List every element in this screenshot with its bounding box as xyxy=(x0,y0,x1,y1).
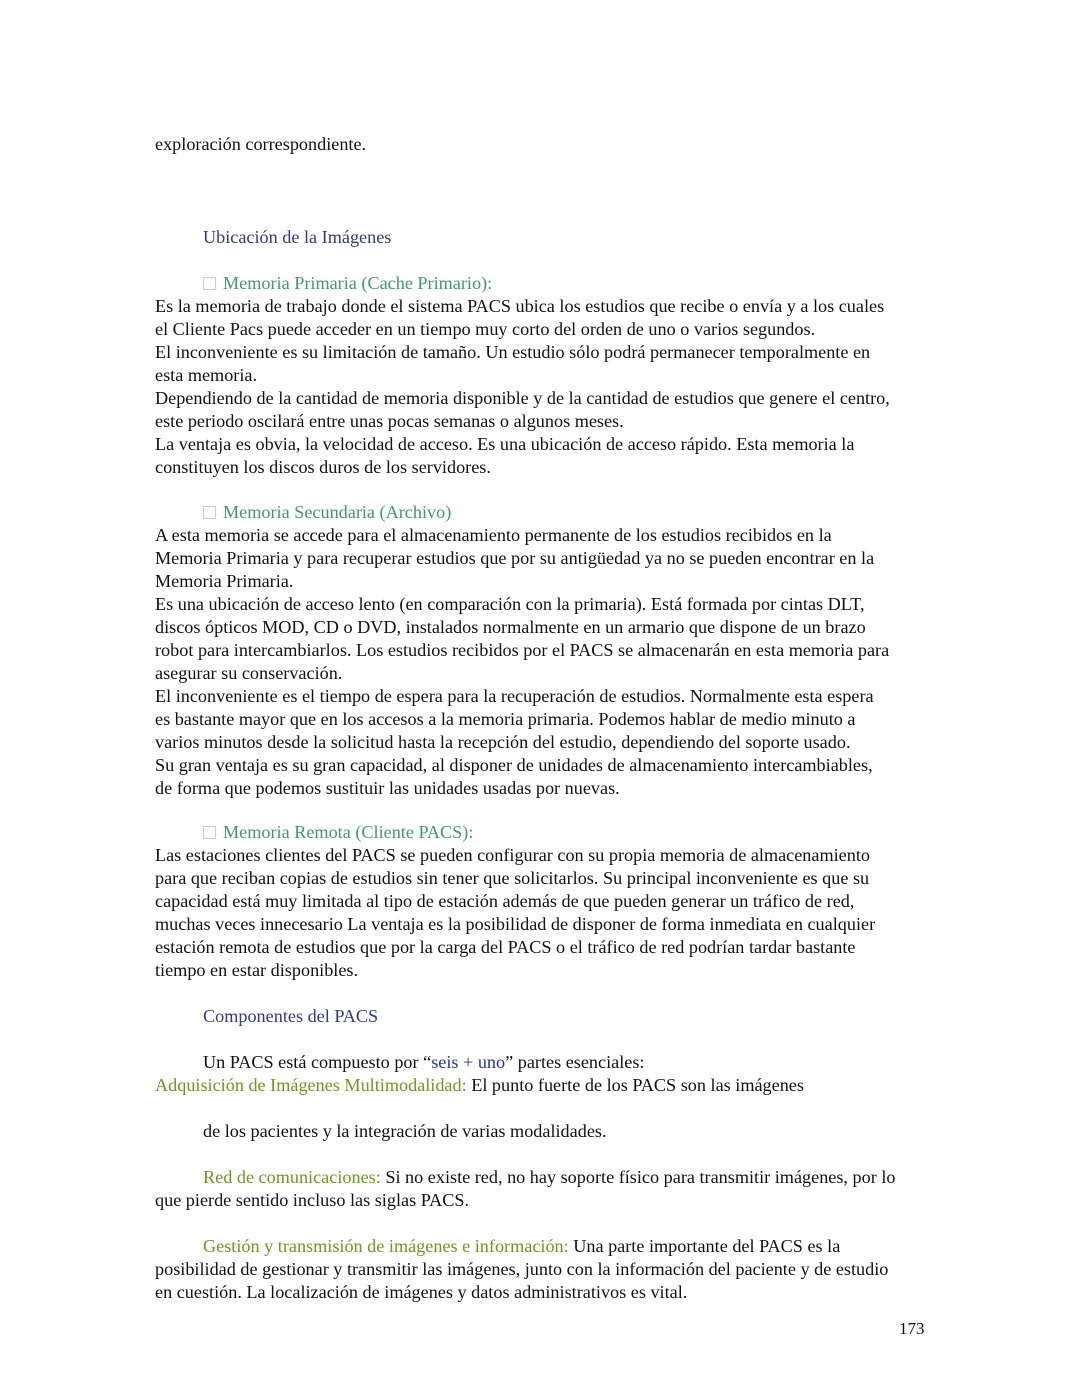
text-line: Memoria Primaria. xyxy=(155,571,294,591)
term-red: Red de comunicaciones: xyxy=(203,1167,381,1187)
section-heading-ubicacion: Ubicación de la Imágenes xyxy=(203,227,392,247)
item-gestion xyxy=(155,1235,970,1304)
bullet-box-icon xyxy=(203,277,216,290)
paragraph-memoria-remota xyxy=(155,844,970,982)
text-line: en cuestión. La localización de imágenes y datos administrativos es vital. xyxy=(155,1282,688,1302)
text-line: La ventaja es obvia, la velocidad de acceso. Es una ubicación de acceso rápido. Esta memoria la xyxy=(155,434,855,454)
text-line: Es la memoria de trabajo donde el sistema PACS ubica los estudios que recibe o envía y a los cuales xyxy=(155,296,885,316)
text-line: Gestión y transmisión de imágenes e información: Una parte importante del PACS es la xyxy=(203,1236,841,1256)
text-line: discos ópticos MOD, CD o DVD, instalados normalmente en un armario que dispone de un brazo xyxy=(155,617,866,637)
text-line: Su gran ventaja es su gran capacidad, al disponer de unidades de almacenamiento intercambiables, xyxy=(155,755,873,775)
componentes-intro: Un PACS está compuesto por “seis + uno” partes esenciales: xyxy=(203,1052,645,1072)
text-line: El inconveniente es su limitación de tamaño. Un estudio sólo podrá permanecer temporalmente en xyxy=(155,342,871,362)
section-heading-componentes: Componentes del PACS xyxy=(203,1006,379,1026)
text-line: Dependiendo de la cantidad de memoria disponible y de la cantidad de estudios que genere el centro, xyxy=(155,388,890,408)
term-adquisicion: Adquisición de Imágenes Multimodalidad: xyxy=(155,1075,467,1095)
text-line: es bastante mayor que en los accesos a la memoria primaria. Podemos hablar de medio minuto a xyxy=(155,709,856,729)
text-line: muchas veces innecesario La ventaja es la posibilidad de disponer de forma inmediata en cualquier xyxy=(155,914,876,934)
term-gestion: Gestión y transmisión de imágenes e información: xyxy=(203,1236,569,1256)
item-red xyxy=(155,1166,970,1212)
text-line: A esta memoria se accede para el almacenamiento permanente de los estudios recibidos en la xyxy=(155,525,832,545)
text-line: Memoria Primaria y para recuperar estudios que por su antigüedad ya no se pueden encontrar en la xyxy=(155,548,875,568)
subheading-memoria-remota: Memoria Remota (Cliente PACS): xyxy=(203,821,1018,844)
intro-paragraph xyxy=(155,133,970,156)
text-line: constituyen los discos duros de los servidores. xyxy=(155,457,491,477)
item-adquisicion: Adquisición de Imágenes Multimodalidad: El punto fuerte de los PACS son las imágenes xyxy=(155,1075,804,1095)
text-line: posibilidad de gestionar y transmitir las imágenes, junto con la información del paciente y de estudio xyxy=(155,1259,889,1279)
text-line: que pierde sentido incluso las siglas PACS. xyxy=(155,1190,470,1210)
text-line: capacidad está muy limitada al tipo de estación además de que pueden generar un tráfico de red, xyxy=(155,891,855,911)
text-line: Es una ubicación de acceso lento (en comparación con la primaria). Está formada por cintas DLT, xyxy=(155,594,865,614)
text-line: exploración correspondiente. xyxy=(155,134,367,154)
paragraph-memoria-secundaria xyxy=(155,524,970,800)
text-line: Red de comunicaciones: Si no existe red, no hay soporte físico para transmitir imágenes, por lo xyxy=(203,1167,896,1187)
bullet-box-icon xyxy=(203,826,216,839)
text-line: el Cliente Pacs puede acceder en un tiempo muy corto del orden de uno o varios segundos. xyxy=(155,319,816,339)
paragraph-memoria-primaria xyxy=(155,295,970,479)
text-line: de forma que podemos sustituir las unidades usadas por nuevas. xyxy=(155,778,620,798)
text-line: robot para intercambiarlos. Los estudios recibidos por el PACS se almacenarán en esta memoria para xyxy=(155,640,890,660)
text-line: El inconveniente es el tiempo de espera para la recuperación de estudios. Normalmente esta espera xyxy=(155,686,874,706)
item-adquisicion-continuation: de los pacientes y la integración de varias modalidades. xyxy=(203,1121,607,1141)
highlight-seis-uno: seis + uno xyxy=(431,1052,506,1072)
subheading-memoria-primaria: Memoria Primaria (Cache Primario): xyxy=(203,272,1018,295)
text-line: estación remota de estudios que por la carga del PACS o el tráfico de red podrían tardar bastante xyxy=(155,937,856,957)
text-line: para que reciban copias de estudios sin tener que solicitarlos. Su principal inconveniente es que su xyxy=(155,868,870,888)
subheading-memoria-secundaria: Memoria Secundaria (Archivo) xyxy=(203,501,1018,524)
page-number: 173 xyxy=(899,1319,925,1338)
text-line: esta memoria. xyxy=(155,365,258,385)
bullet-box-icon xyxy=(203,506,216,519)
text-line: Las estaciones clientes del PACS se pueden configurar con su propia memoria de almacenamiento xyxy=(155,845,870,865)
text-line: este periodo oscilará entre unas pocas semanas o algunos meses. xyxy=(155,411,624,431)
text-line: tiempo en estar disponibles. xyxy=(155,960,359,980)
text-line: asegurar su conservación. xyxy=(155,663,343,683)
text-line: varios minutos desde la solicitud hasta la recepción del estudio, dependiendo del soporte usado. xyxy=(155,732,851,752)
